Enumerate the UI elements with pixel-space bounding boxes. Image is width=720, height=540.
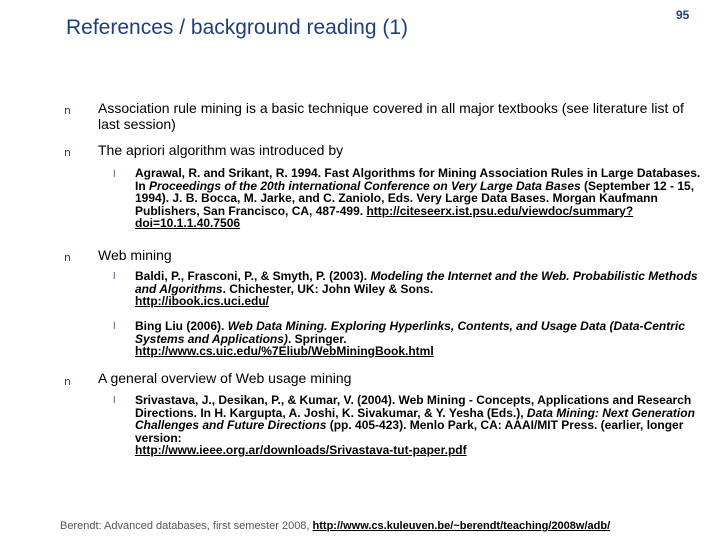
bullet-marker: n <box>64 146 71 159</box>
reference-bing-liu: Bing Liu (2006). Web Data Mining. Exploring Hyperlinks, Contents, and Usage Data (Data-Centric Systems and Applications). Springer. http://www.cs.uic.edu/%7Eliub/WebMiningBook.html <box>135 319 685 358</box>
reference-srivastava: Srivastava, J., Desikan, P., & Kumar, V. (2004). Web Mining - Concepts, Applications and Research Directions. In H. Kargupta, A. Joshi, K. Sivakumar, & Y. Yesha (Eds.), Data Mining: Next Generation Challenges and Future Directions (pp. 405-423). Menlo Park, CA: AAAI/MIT Press. (earlier, longer version: http://www.ieee.org.ar/downloads/Srivastava-tut-paper.pdf <box>135 393 695 457</box>
reference-agrawal: Agrawal, R. and Srikant, R. 1994. Fast Algorithms for Mining Association Rules in Large Databases. In Proceedings of the 20th international Conference on Very Large Data Bases (September 12 - 15, 1994). J. B. Bocca, M. Jarke, and C. Zaniolo, Eds. Very Large Data Bases. Morgan Kaufmann Publishers, San Francisco, CA, 487-499. http://citeseerx.ist.psu.edu/viewdoc/summary?doi=10.1.1.40.7506 <box>135 166 701 230</box>
page-number: 95 <box>676 8 690 22</box>
page-title: References / background reading (1) <box>66 16 409 39</box>
bullet-web-mining: Web mining <box>98 247 172 263</box>
footer-link[interactable]: http://www.cs.kuleuven.be/~berendt/teaching/2008w/adb/ <box>312 520 611 532</box>
bullet-marker: n <box>64 375 71 388</box>
sub-bullet-marker: l <box>113 272 116 282</box>
reference-link[interactable]: http://ibook.ics.uci.edu/ <box>135 294 270 308</box>
reference-baldi: Baldi, P., Frasconi, P., & Smyth, P. (2003). Modeling the Internet and the Web. Probabilistic Methods and Algorithms. Chichester, UK: John Wiley & Sons. http://ibook.ics.uci.edu/ <box>135 269 698 308</box>
footer: Berendt: Advanced databases, first semester 2008, http://www.cs.kuleuven.be/~berendt/teaching/2008w/adb/ <box>60 520 611 532</box>
bullet-apriori: The apriori algorithm was introduced by <box>98 142 344 158</box>
reference-link[interactable]: http://www.ieee.org.ar/downloads/Srivastava-tut-paper.pdf <box>135 443 467 457</box>
reference-link[interactable]: http://www.cs.uic.edu/%7Eliub/WebMiningBook.html <box>135 344 434 358</box>
sub-bullet-marker: l <box>113 170 116 180</box>
bullet-web-usage-overview: A general overview of Web usage mining <box>98 370 352 386</box>
sub-bullet-marker: l <box>113 396 116 406</box>
sub-bullet-marker: l <box>113 322 116 332</box>
bullet-marker: n <box>64 251 71 264</box>
bullet-marker: n <box>64 104 71 117</box>
reference-link[interactable]: http://citeseerx.ist.psu.edu/viewdoc/summary?doi=10.1.1.40.7506 <box>135 203 634 230</box>
bullet-association-rule: Association rule mining is a basic technique covered in all major textbooks (see literature list of last session) <box>98 100 684 132</box>
